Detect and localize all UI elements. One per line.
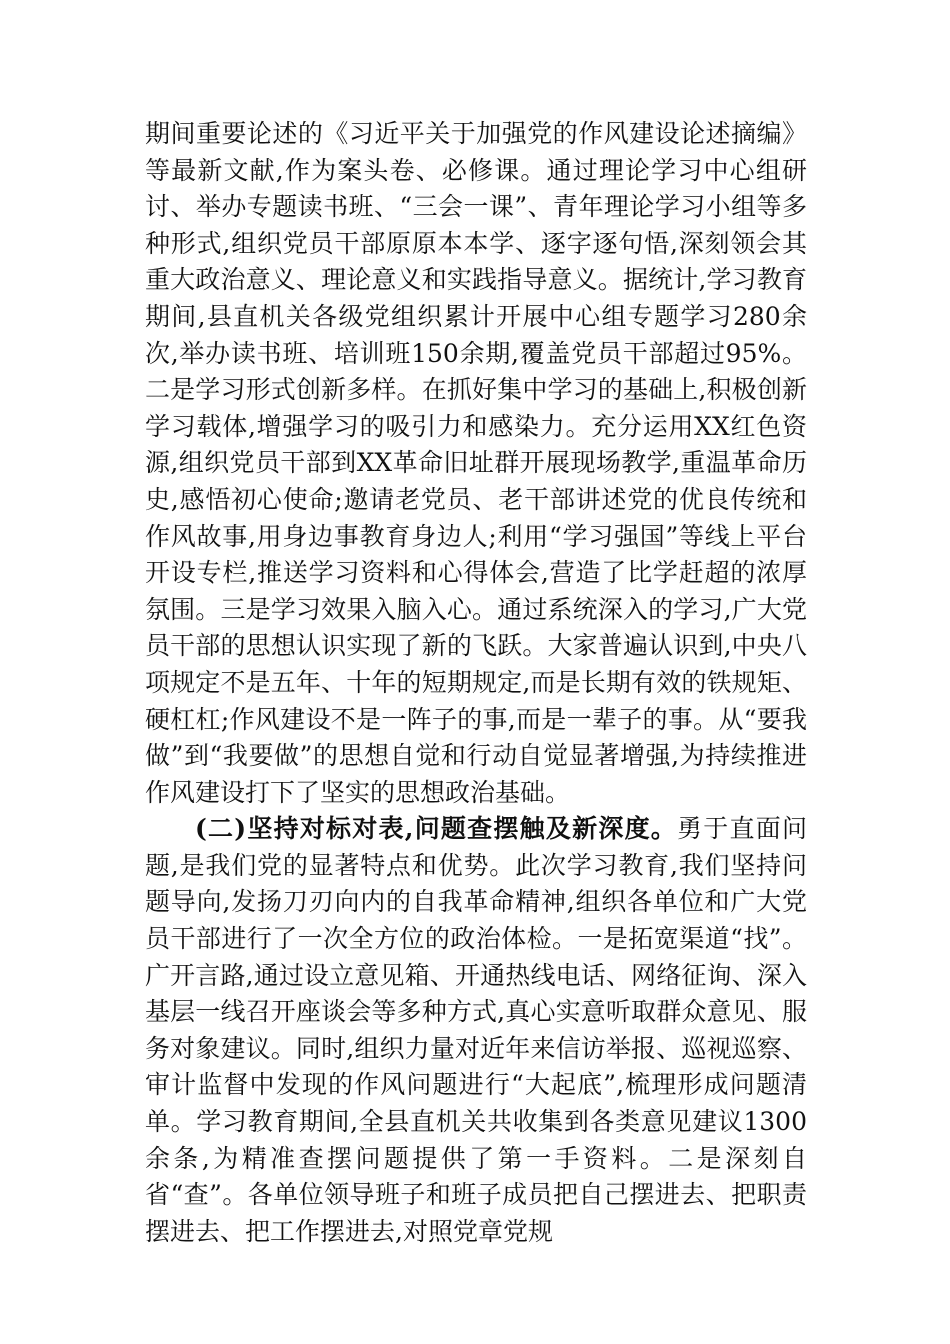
document-body <box>145 116 807 1250</box>
section-heading-2: (二)坚持对标对表,问题查摆触及新深度。 <box>195 814 678 844</box>
section-body-2: 勇于直面问题,是我们党的显著特点和优势。此次学习教育,我们坚持问题导向,发扬刀刃向内的自我革命精神,组织各单位和广大党员干部进行了一次全方位的政治体检。一是拓宽渠道“找”。广开言路,通过设立意见箱、开通热线电话、网络征询、深入基层一线召开座谈会等多种方式,真心实意听取群众意见、服务对象建议。同时,组织力量对近年来信访举报、巡视巡察、审计监督中发现的作风问题进行“大起底”,梳理形成问题清单。学习教育期间,全县直机关共收集到各类意见建议1300余条,为精准查摆问题提供了第一手资料。二是深刻自省“查”。各单位领导班子和班子成员把自己摆进去、把职责摆进去、把工作摆进去,对照党章党规 <box>145 814 807 1246</box>
body-paragraph-2 <box>145 811 807 1250</box>
body-paragraph-1: 期间重要论述的《习近平关于加强党的作风建设论述摘编》等最新文献,作为案头卷、必修课。通过理论学习中心组研讨、举办专题读书班、“三会一课”、青年理论学习小组等多种形式,组织党员干部原原本本学、逐字逐句悟,深刻领会其重大政治意义、理论意义和实践指导意义。据统计,学习教育期间,县直机关各级党组织累计开展中心组专题学习280余次,举办读书班、培训班150余期,覆盖党员干部超过95%。二是学习形式创新多样。在抓好集中学习的基础上,积极创新学习载体,增强学习的吸引力和感染力。充分运用XX红色资源,组织党员干部到XX革命旧址群开展现场教学,重温革命历史,感悟初心使命;邀请老党员、老干部讲述党的优良传统和作风故事,用身边事教育身边人;利用“学习强国”等线上平台开设专栏,推送学习资料和心得体会,营造了比学赶超的浓厚氛围。三是学习效果入脑入心。通过系统深入的学习,广大党员干部的思想认识实现了新的飞跃。大家普遍认识到,中央八项规定不是五年、十年的短期规定,而是长期有效的铁规矩、硬杠杠;作风建设不是一阵子的事,而是一辈子的事。从“要我做”到“我要做”的思想自觉和行动自觉显著增强,为持续推进作风建设打下了坚实的思想政治基础。 <box>145 119 807 807</box>
